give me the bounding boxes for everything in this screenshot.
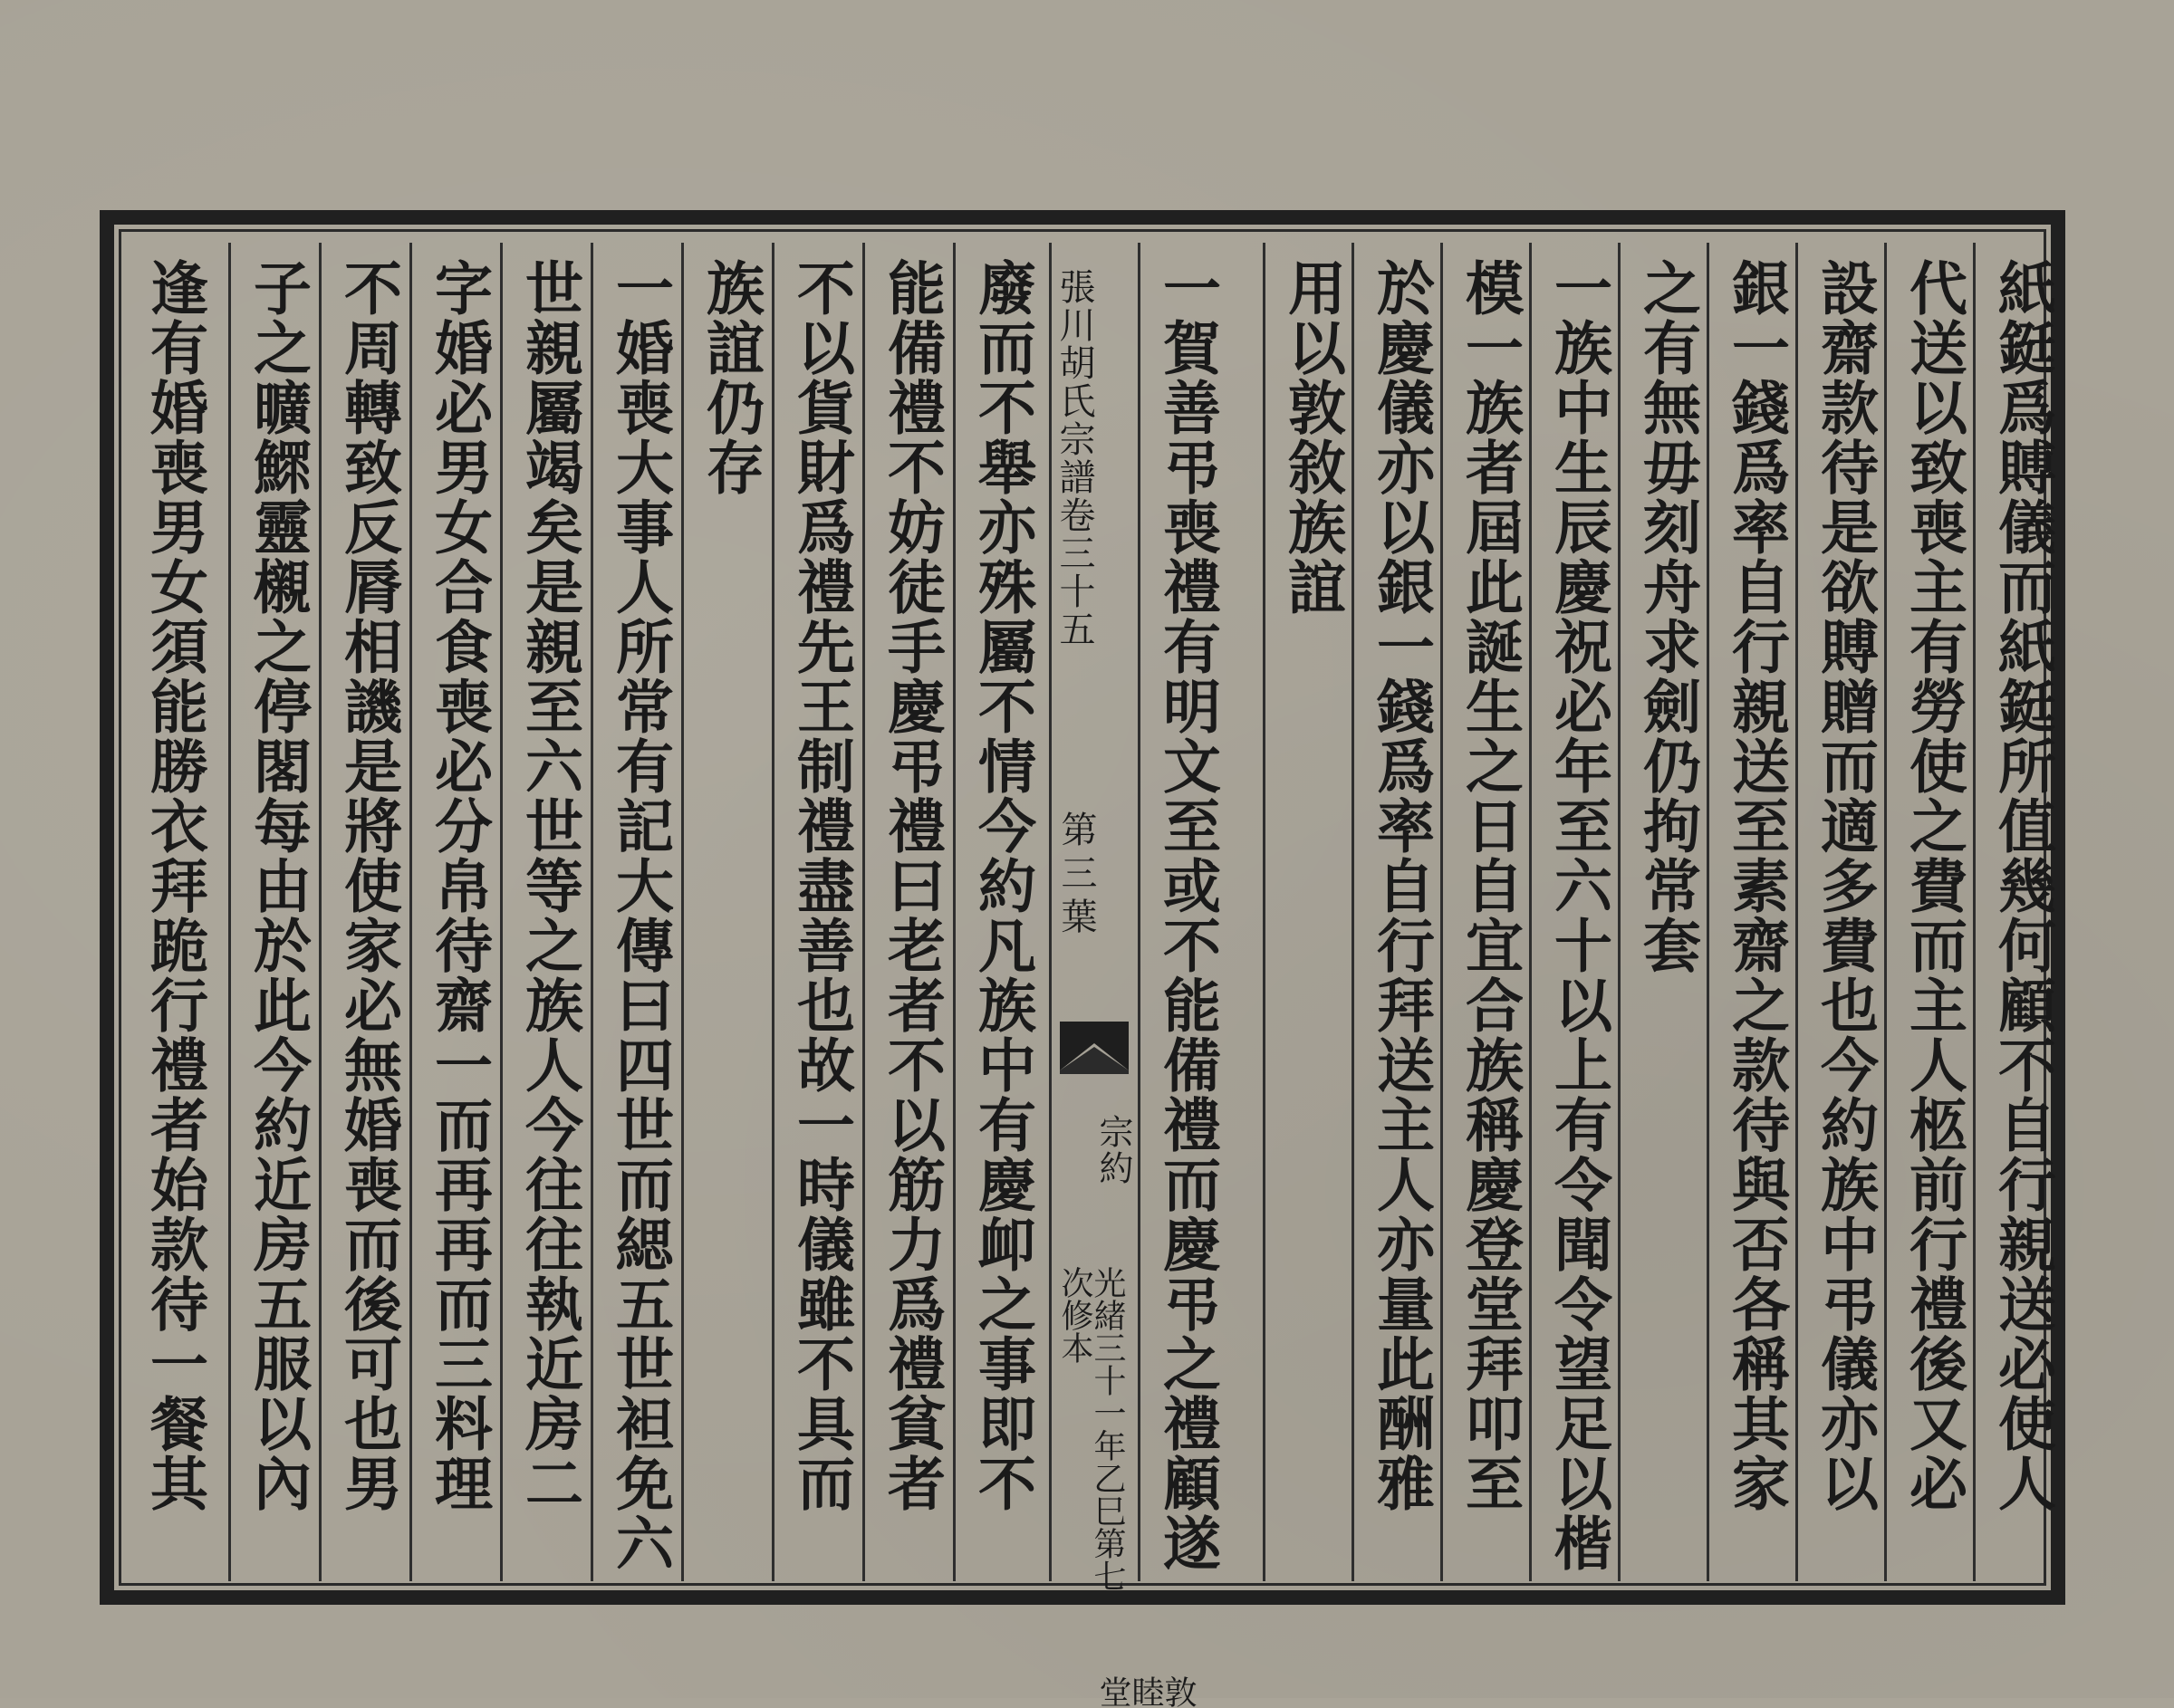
column-rule — [1618, 243, 1621, 1581]
text-column: 子之曠鰥靈櫬之停閣每由於此今約近房五服以內 — [244, 258, 312, 1513]
column-rule — [1263, 243, 1265, 1581]
text-column: 一賀善弔喪禮有明文至或不能備禮而慶弔之禮顧遂 — [1153, 258, 1221, 1573]
text-column: 一婚喪大事人所常有記大傳曰四世而緦五世袒免六 — [606, 258, 674, 1573]
text-column: 族誼仍存 — [697, 258, 765, 497]
column-rule — [1707, 243, 1709, 1581]
column-rule — [1138, 243, 1140, 1581]
text-column: 不周轉致反脣相譏是將使家必無婚喪而後可也男 — [334, 258, 402, 1513]
fishtail-icon — [1054, 1014, 1134, 1078]
column-rule — [1352, 243, 1354, 1581]
column-rule — [591, 243, 593, 1581]
text-column: 於慶儀亦以銀一錢爲率自行拜送主人亦量此酬雅 — [1367, 258, 1435, 1513]
column-rule — [1973, 243, 1976, 1581]
column-rule — [1795, 243, 1798, 1581]
text-column: 字婚必男女合食喪必分帛待齋一而再再而三料理 — [425, 258, 493, 1513]
text-column: 一族中生辰慶祝必年至六十以上有令聞令望足以楷 — [1544, 258, 1612, 1573]
column-rule — [409, 243, 412, 1581]
edition-note: 光緒三十一年乙巳第七次修本 — [1056, 1266, 1126, 1592]
text-column: 廢而不舉亦殊屬不情今約凡族中有慶卹之事即不 — [968, 258, 1036, 1513]
hall-name: 敦睦堂 — [1094, 1675, 1197, 1708]
column-rule — [953, 243, 956, 1581]
column-rule — [228, 243, 231, 1581]
column-rule — [1884, 243, 1887, 1581]
column-rule — [772, 243, 774, 1581]
leaf-number: 第三葉 — [1055, 811, 1097, 941]
text-column: 紙鋌爲賻儀而紙鋌所值幾何顧不自行親送必使人 — [1988, 258, 2056, 1513]
column-rule — [500, 243, 503, 1581]
column-rule — [862, 243, 865, 1581]
column-rule — [1440, 243, 1443, 1581]
section-name: 宗約 — [1093, 1114, 1133, 1186]
column-rule — [1529, 243, 1532, 1581]
text-column: 能備禮不妨徒手慶弔禮曰老者不以筋力爲禮貧者 — [878, 258, 946, 1513]
text-column: 用以敦敘族誼 — [1278, 258, 1346, 617]
text-column: 之有無毋刻舟求劍仍拘常套 — [1633, 258, 1701, 975]
text-column: 模一族者屆此誕生之日自宜合族稱慶登堂拜叩至 — [1456, 258, 1524, 1513]
text-column: 設齋款待是欲賻贈而適多費也今約族中弔儀亦以 — [1811, 258, 1879, 1513]
text-column: 不以貨財爲禮先王制禮盡善也故一時儀雖不具而 — [787, 258, 855, 1513]
column-rule — [681, 243, 684, 1581]
text-column: 銀一錢爲率自行親送至素齋之款待與否各稱其家 — [1722, 258, 1790, 1513]
book-title: 張川胡氏宗譜卷三十五 — [1053, 268, 1095, 648]
text-column: 代送以致喪主有勞使之費而主人柩前行禮後又必 — [1900, 258, 1967, 1513]
column-rule — [319, 243, 322, 1581]
text-column: 逢有婚喪男女須能勝衣拜跪行禮者始款待一餐其 — [140, 258, 208, 1513]
text-column: 世親屬竭矣是親至六世等之族人今往往執近房二 — [515, 258, 583, 1513]
